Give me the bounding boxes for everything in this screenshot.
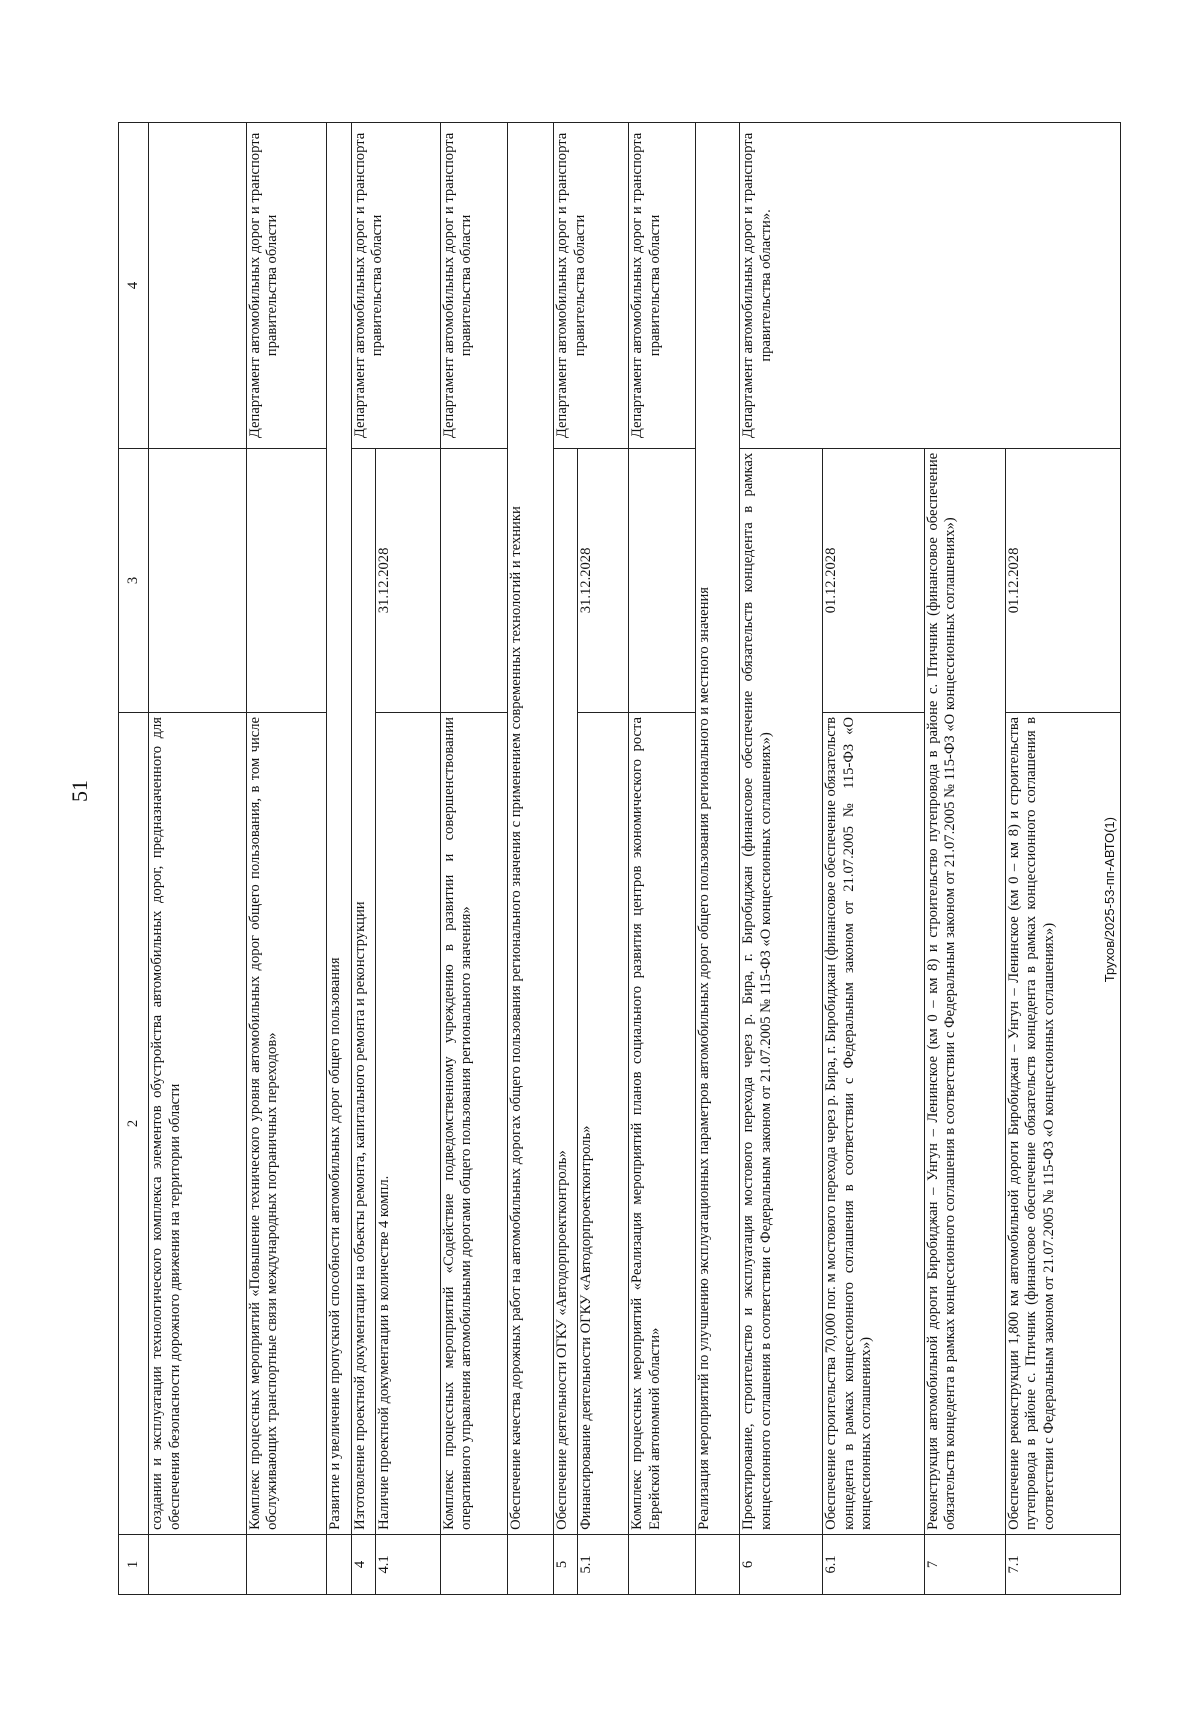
row-number: 4.1 bbox=[376, 1534, 441, 1594]
header-col-1: 1 bbox=[119, 1534, 149, 1594]
row-department: Департамент автомобильных дорог и транспорта правительства области bbox=[629, 123, 696, 449]
row-number bbox=[246, 1534, 327, 1594]
row-department: Департамент автомобильных дорог и транспорта правительства области bbox=[554, 123, 629, 449]
table-row bbox=[740, 123, 823, 1595]
row-text: Обеспечение деятельности ОГКУ «Автодорпроектконтроль» bbox=[554, 448, 578, 1534]
page-number: 51 bbox=[67, 780, 92, 802]
row-date bbox=[629, 448, 696, 712]
row-date bbox=[246, 448, 327, 712]
row-date: 01.12.2028 bbox=[1005, 448, 1120, 712]
row-text: Реконструкция автомобильной дороги Биробиджан – Унгун – Ленинское (км 0 – км 8) и строительство путепровода в районе с. Птичник (финансовое обеспечение обязательств концедента в рамках концессионного соглашения в соответствии с Федеральным законом от 21.07.2005 № 115-ФЗ «О концессионных соглашениях») bbox=[924, 448, 1005, 1534]
row-date: 31.12.2028 bbox=[376, 448, 441, 712]
section-text: Реализация мероприятий по улучшению эксплуатационных параметров автомобильных дорог общего пользования регионального и местного значения bbox=[695, 123, 740, 1535]
section-text: Развитие и увеличение пропускной способности автомобильных дорог общего пользования bbox=[327, 123, 351, 1535]
table-section-row bbox=[695, 123, 740, 1595]
row-department: Департамент автомобильных дорог и транспорта правительства области bbox=[351, 123, 440, 449]
row-text: создании и эксплуатации технологического комплекса элементов обустройства автомобильных дорог, предназначенного для обеспечения безопасности дорожного движения на территории области bbox=[149, 713, 246, 1535]
row-number: 6 bbox=[740, 1534, 823, 1594]
rotated-table-container bbox=[118, 122, 1121, 1595]
row-number: 7 bbox=[924, 1534, 1005, 1594]
row-text: Обеспечение реконструкции 1,800 км автомобильной дороги Биробиджан – Унгун – Ленинское (км 0 – км 8) и строительства путепровода в районе с. Птичник (финансовое обеспечение обязательств концедента в рамках концессионного соглашения в соответствии с Федеральным законом от 21.07.2005 № 115-ФЗ «О концессионных соглашениях») bbox=[1005, 713, 1120, 1535]
row-text: Комплекс процессных мероприятий «Реализация мероприятий планов социального развития центров экономического роста Еврейской автономной области» bbox=[629, 713, 696, 1535]
header-col-2: 2 bbox=[119, 713, 149, 1535]
row-number bbox=[149, 1534, 246, 1594]
row-number bbox=[440, 1534, 507, 1594]
row-department-group: Департамент автомобильных дорог и транспорта правительства области». bbox=[740, 123, 1121, 449]
table-row bbox=[440, 123, 507, 1595]
row-number: 4 bbox=[351, 1534, 375, 1594]
table-row bbox=[629, 123, 696, 1595]
row-text: Финансирование деятельности ОГКУ «Автодорпроектконтроль» bbox=[578, 713, 629, 1535]
row-date: 01.12.2028 bbox=[823, 448, 924, 712]
row-text: Комплекс процессных мероприятий «Содействие подведомственному учреждению в развитии и совершенствовании оперативного управления автомобильными дорогами общего пользования регионального значения» bbox=[440, 713, 507, 1535]
table-row bbox=[246, 123, 327, 1595]
measures-table bbox=[118, 122, 1121, 1595]
row-text: Изготовление проектной документации на объекты ремонта, капитального ремонта и реконструкции bbox=[351, 448, 375, 1534]
row-date: 31.12.2028 bbox=[578, 448, 629, 712]
section-text: Обеспечение качества дорожных работ на автомобильных дорогах общего пользования регионального значения с применением современных технологий и техники bbox=[507, 123, 554, 1535]
table-row bbox=[149, 123, 246, 1595]
row-date bbox=[149, 448, 246, 712]
row-text: Обеспечение строительства 70,000 пог. м мостового перехода через р. Бира, г. Биробиджан (финансовое обеспечение обязательств концедента в рамках концессионного соглашения в соответствии с Федеральным законом от 21.07.2005 № 115-ФЗ «О концессионных соглашениях») bbox=[823, 713, 924, 1535]
row-number: 7.1 bbox=[1005, 1534, 1120, 1594]
header-col-3: 3 bbox=[119, 448, 149, 712]
row-text: Проектирование, строительство и эксплуатация мостового перехода через р. Бира, г. Биробиджан (финансовое обеспечение обязательств концедента в рамках концессионного соглашения в соответствии с Федеральным законом от 21.07.2005 № 115-ФЗ «О концессионных соглашениях») bbox=[740, 448, 823, 1534]
row-number: 6.1 bbox=[823, 1534, 924, 1594]
row-text: Комплекс процессных мероприятий «Повышение технического уровня автомобильных дорог общего пользования, в том числе обслуживающих транспортные связи международных пограничных переходов» bbox=[246, 713, 327, 1535]
row-department: Департамент автомобильных дорог и транспорта правительства области bbox=[440, 123, 507, 449]
header-col-4: 4 bbox=[119, 123, 149, 449]
row-number: 5.1 bbox=[578, 1534, 629, 1594]
row-number: 5 bbox=[554, 1534, 578, 1594]
row-department bbox=[149, 123, 246, 449]
document-code: Трухов/2025-53-пп-АВТО(1) bbox=[1102, 817, 1117, 983]
row-department: Департамент автомобильных дорог и транспорта правительства области bbox=[246, 123, 327, 449]
row-number bbox=[629, 1534, 696, 1594]
table-row bbox=[351, 123, 375, 1595]
table-row bbox=[554, 123, 578, 1595]
table-section-row bbox=[327, 123, 351, 1595]
table-section-row bbox=[507, 123, 554, 1595]
table-header-row bbox=[119, 123, 149, 1595]
row-date bbox=[440, 448, 507, 712]
row-text: Наличие проектной документации в количестве 4 компл. bbox=[376, 713, 441, 1535]
